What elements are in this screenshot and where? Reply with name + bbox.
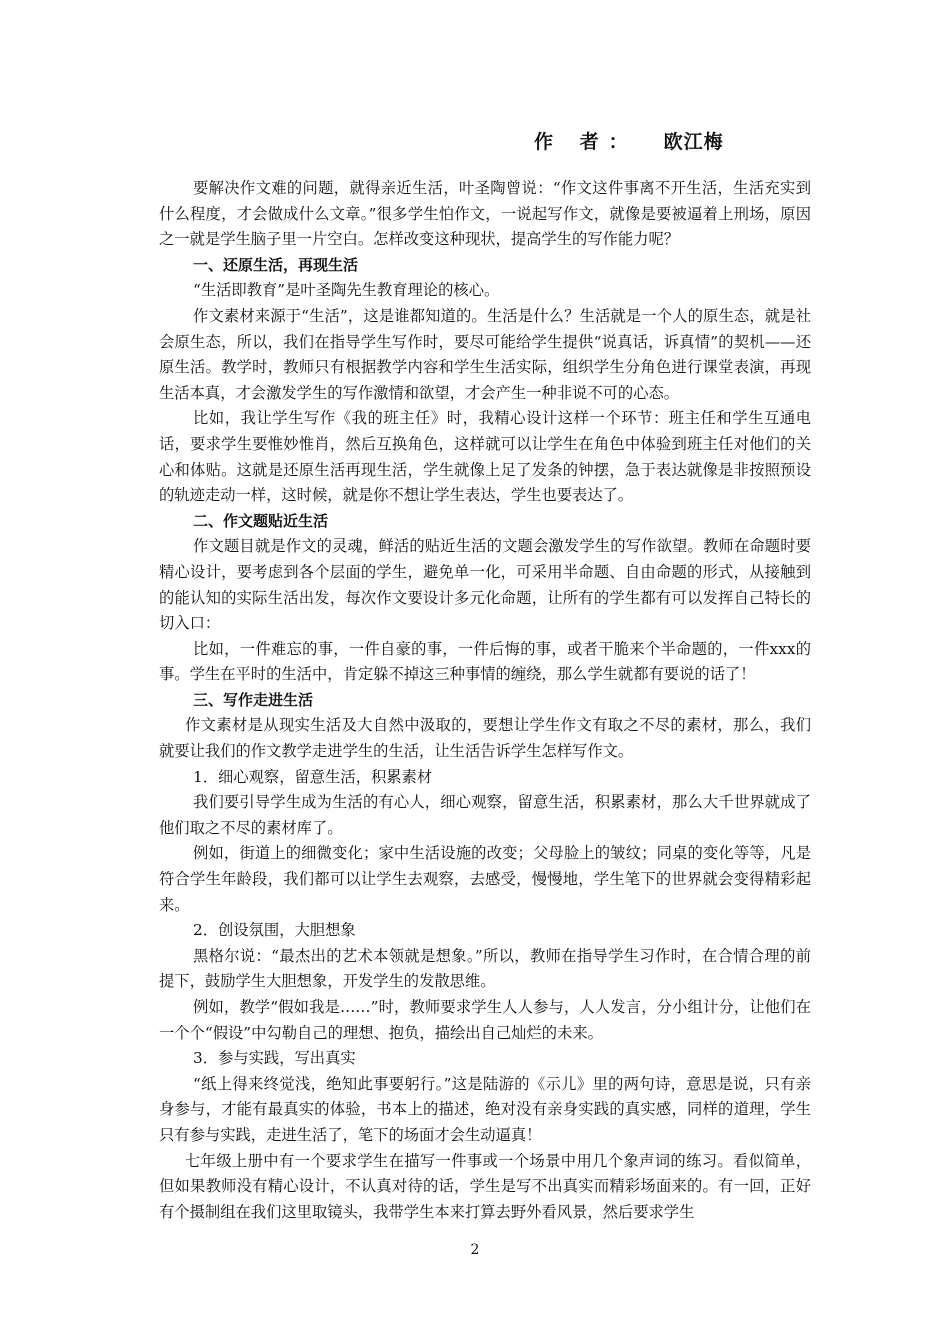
- body-paragraph: 比如，我让学生写作《我的班主任》时，我精心设计这样一个环节：班主任和学生互通电话，要求学生要惟妙惟肖，然后互换角色，这样就可以让学生在角色中体验到班主任对他们的关心和体贴。这就是还原生活再现生活，学生就像上足了发条的钟摆，急于表达就像是非按照预设的轨迹走动一样，这时候，就是你不想让学生表达，学生也要表达了。: [159, 409, 811, 505]
- body-paragraph: “纸上得来终觉浅，绝知此事要躬行。”这是陆游的《示儿》里的两句诗，意思是说，只有亲身参与，才能有最真实的体验，书本上的描述，绝对没有亲身实践的真实感，同样的道理，学生只有参与实践，走进生活了，笔下的场面才会生动逼真！: [159, 1074, 811, 1144]
- body-paragraph: “生活即教育”是叶圣陶先生教育理论的核心。: [193, 281, 500, 300]
- body-paragraph: 1．细心观察，留意生活，积累素材: [193, 767, 433, 786]
- body-paragraph: 2．创设氛围，大胆想象: [193, 921, 356, 940]
- body-paragraph: 比如，一件难忘的事，一件自豪的事，一件后悔的事，或者干脆来个半命题的，一件xxx的事。学生在平时的生活中，肯定躲不掉这三种事情的缠绕，那么学生就都有要说的话了！: [159, 639, 811, 684]
- body-paragraph: 作文素材来源于“生活”，这是谁都知道的。生活是什么？生活就是一个人的原生态，就是社会原生态，所以，我们在指导学生写作时，要尽可能给学生提供“说真话，诉真情”的契机——还原生活。教学时，教师只有根据教学内容和学生生活实际，组织学生分角色进行课堂表演，再现生活本真，才会激发学生的写作激情和欲望，才会产生一种非说不可的心态。: [159, 306, 811, 402]
- body-paragraph: 要解决作文难的问题，就得亲近生活，叶圣陶曾说：“作文这件事离不开生活，生活充实到什么程度，才会做成什么文章。”很多学生怕作文，一说起写作文，就像是要被逼着上刑场，原因之一就是学生脑子里一片空白。怎样改变这种现状，提高学生的写作能力呢？: [159, 179, 811, 249]
- section-heading: 一、还原生活，再现生活: [193, 255, 359, 274]
- body-paragraph: 黑格尔说：“最杰出的艺术本领就是想象。”所以，教师在指导学生习作时，在合情合理的前提下，鼓励学生大胆想象，开发学生的发散思维。: [159, 946, 811, 991]
- page-number: 2: [470, 1242, 480, 1258]
- body-paragraph: 七年级上册中有一个要求学生在描写一件事或一个场景中用几个象声词的练习。看似简单，但如果教师没有精心设计，不认真对待的话，学生是写不出真实而精彩场面来的。有一回，正好有个摄制组在我们这里取镜头，我带学生本来打算去野外看风景，然后要求学生: [159, 1151, 811, 1221]
- author-label: 作 者：: [534, 131, 638, 153]
- article-body: [159, 176, 811, 1225]
- author-name: 欧江梅: [663, 131, 724, 153]
- body-paragraph: 例如，街道上的细微变化；家中生活设施的改变；父母脸上的皱纹；同桌的变化等等，凡是符合学生年龄段，我们都可以让学生去观察，去感受，慢慢地，学生笔下的世界就会变得精彩起来。: [159, 844, 811, 914]
- body-paragraph: 3．参与实践，写出真实: [193, 1049, 356, 1068]
- section-heading: 三、写作走进生活: [193, 690, 314, 709]
- section-heading: 二、作文题贴近生活: [193, 511, 329, 530]
- body-paragraph: 我们要引导学生成为生活的有心人，细心观察，留意生活，积累素材，那么大千世界就成了他们取之不尽的素材库了。: [159, 793, 811, 837]
- body-paragraph: 例如，教学“假如我是……”时，教师要求学生人人参与，人人发言，分小组计分，让他们在一个个“假设”中勾勒自己的理想、抱负，描绘出自己灿烂的未来。: [159, 998, 811, 1042]
- author-line: [534, 126, 724, 158]
- body-paragraph: 作文题目就是作文的灵魂，鲜活的贴近生活的文题会激发学生的写作欲望。教师在命题时要精心设计，要考虑到各个层面的学生，避免单一化，可采用半命题、自由命题的形式，从接触到的能认知的实际生活出发，每次作文要设计多元化命题，让所有的学生都有可以发挥自己特长的切入口：: [159, 537, 811, 633]
- body-paragraph: 作文素材是从现实生活及大自然中汲取的，要想让学生作文有取之不尽的素材，那么，我们就要让我们的作文教学走进学生的生活，让生活告诉学生怎样写作文。: [159, 716, 811, 761]
